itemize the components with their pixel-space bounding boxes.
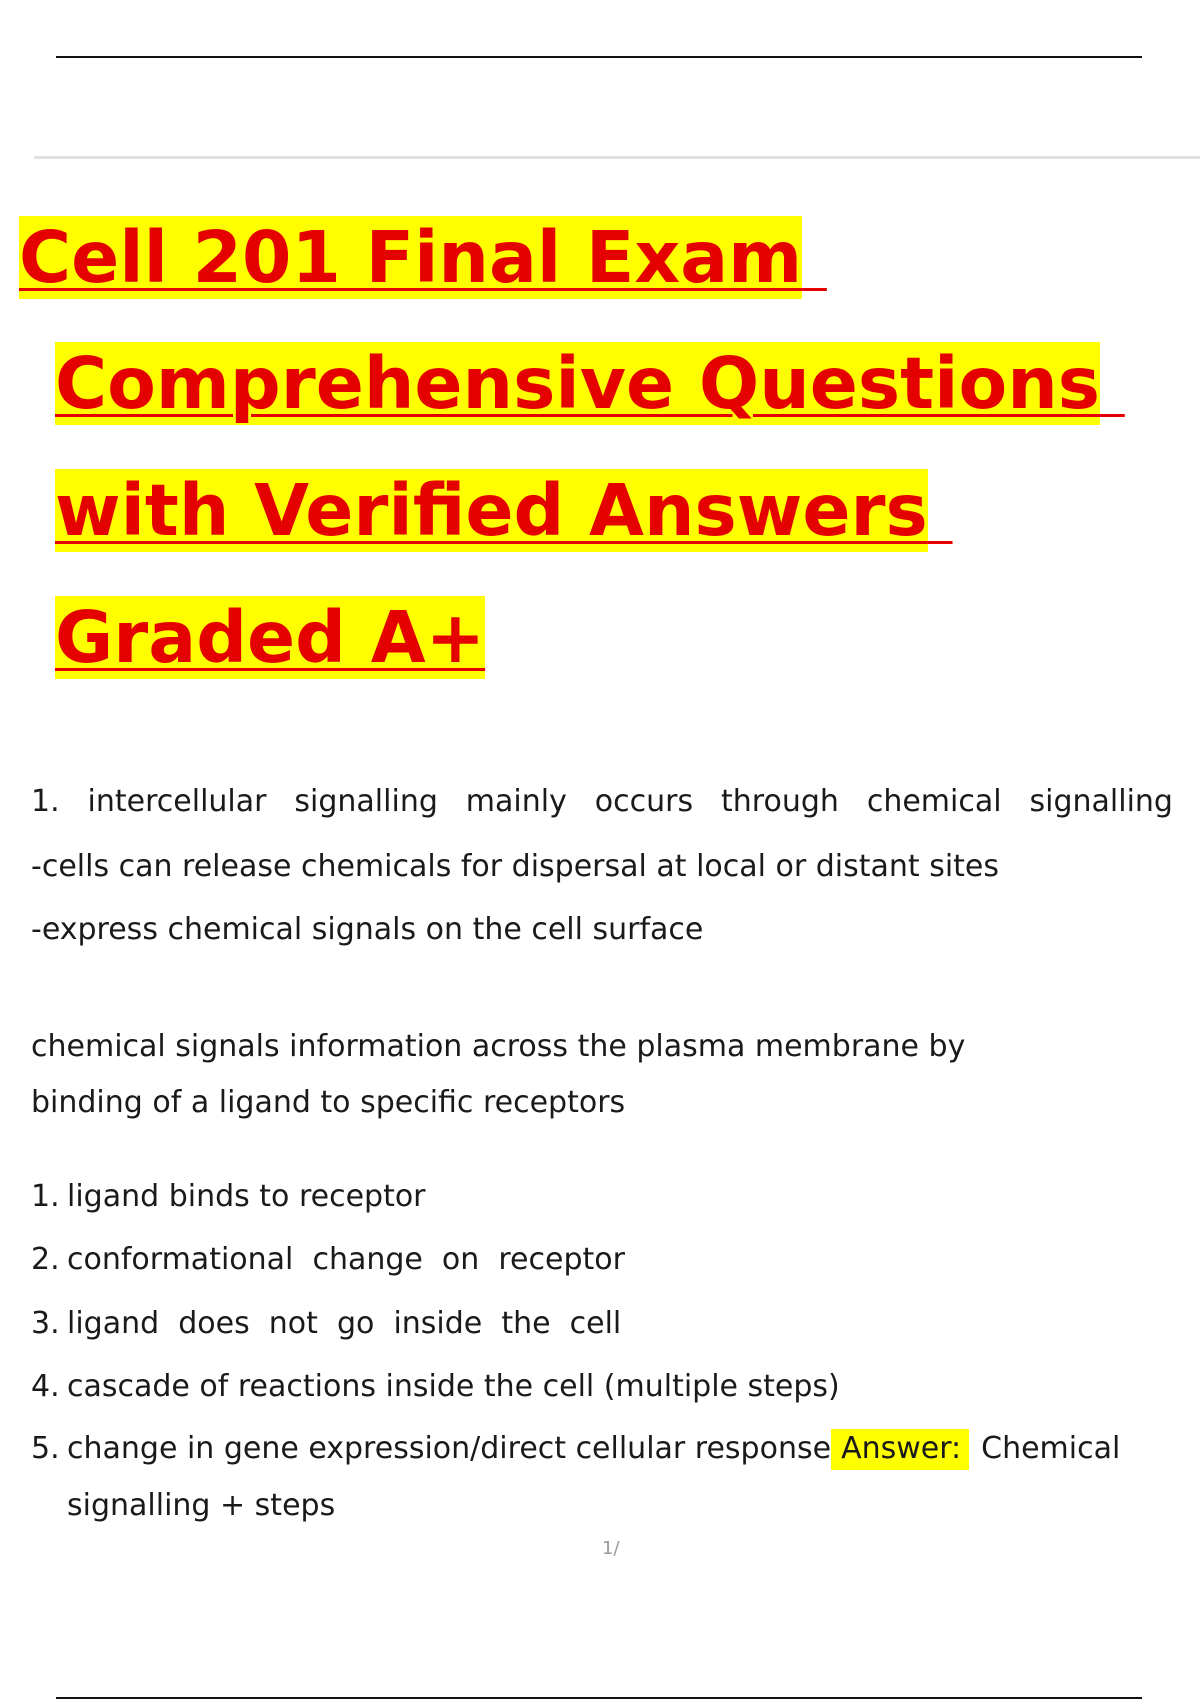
answer-label: Answer: bbox=[831, 1429, 969, 1470]
bottom-rule bbox=[56, 1697, 1142, 1699]
intro-line-2: -cells can release chemicals for dispersal at local or distant sites bbox=[31, 849, 1000, 884]
title-line-3: with Verified Answers bbox=[55, 469, 928, 552]
page-number: 1/ bbox=[602, 1538, 620, 1559]
step-4: 4. cascade of reactions inside the cell (multiple steps) bbox=[31, 1369, 840, 1404]
intro-line-1: 1. intercellular signalling mainly occurs through chemical signalling bbox=[31, 784, 1173, 819]
title-line-1: Cell 201 Final Exam bbox=[19, 216, 803, 299]
step-2: 2. conformational change on receptor bbox=[31, 1242, 625, 1277]
step-1: 1. ligand binds to receptor bbox=[31, 1179, 426, 1214]
answer-continuation: signalling + steps bbox=[67, 1488, 336, 1523]
paragraph-line-2: binding of a ligand to specific receptors bbox=[31, 1085, 626, 1120]
answer-text: Chemical bbox=[981, 1431, 1121, 1466]
header-divider bbox=[34, 156, 1200, 159]
intro-line-3: -express chemical signals on the cell surface bbox=[31, 912, 704, 947]
paragraph-line-1: chemical signals information across the plasma membrane by bbox=[31, 1029, 966, 1064]
top-rule bbox=[56, 56, 1142, 58]
step-3: 3. ligand does not go inside the cell bbox=[31, 1306, 622, 1341]
title-line-4: Graded A+ bbox=[55, 596, 486, 679]
step-5: 5. change in gene expression/direct cellular response Answer: Chemical bbox=[31, 1431, 1120, 1467]
title-line-2: Comprehensive Questions bbox=[55, 342, 1101, 425]
